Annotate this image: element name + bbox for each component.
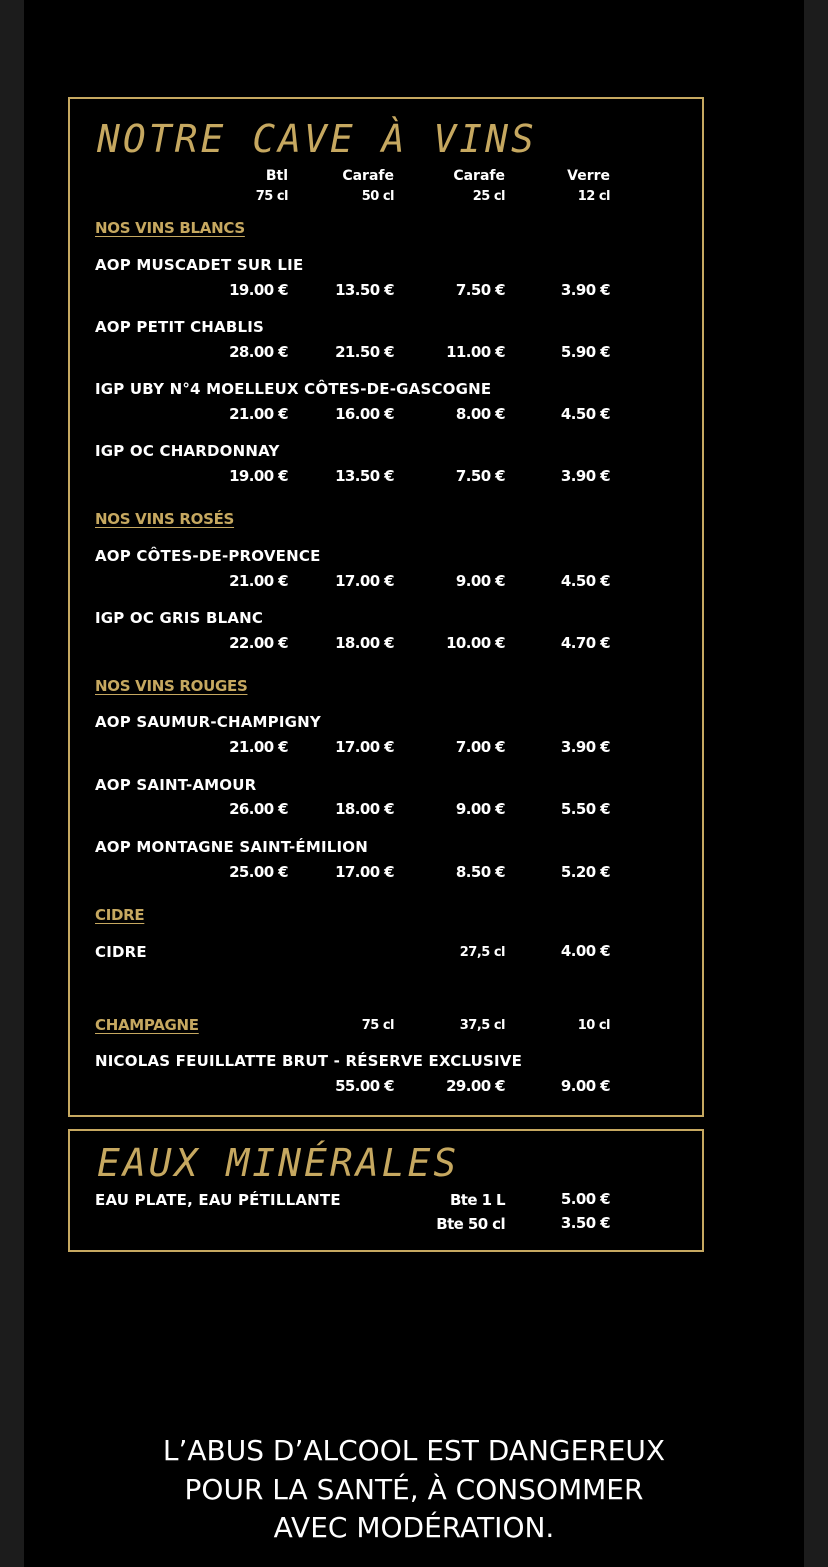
price-carafe-25: 10.00 €: [446, 634, 505, 652]
mineral-water-panel: [68, 1129, 704, 1252]
price-verre: 4.50 €: [560, 572, 610, 590]
price-verre: 5.90 €: [560, 343, 610, 361]
price-carafe-25: 8.50 €: [455, 863, 505, 881]
wine-name: IGP UBY N°4 MOELLEUX CÔTES-DE-GASCOGNE: [95, 380, 492, 398]
price-verre: 5.20 €: [560, 863, 610, 881]
price-carafe-50: 21.50 €: [335, 343, 394, 361]
wine-name: AOP SAUMUR-CHAMPIGNY: [95, 713, 321, 731]
champagne-size-75: 75 cl: [361, 1018, 394, 1033]
price-btl: 21.00 €: [229, 738, 288, 756]
wine-name: AOP MUSCADET SUR LIE: [95, 256, 304, 274]
column-size-verre: 12 cl: [577, 189, 610, 204]
champagne-name: NICOLAS FEUILLATTE BRUT - RÉSERVE EXCLUSIVE: [95, 1052, 523, 1070]
column-size-carafe-25: 25 cl: [472, 189, 505, 204]
champagne-price-75: 55.00 €: [335, 1077, 394, 1095]
section-title-champagne: CHAMPAGNE: [95, 1016, 199, 1034]
warning-line: L’ABUS D’ALCOOL EST DANGEREUX: [162, 1434, 666, 1467]
wine-name: AOP MONTAGNE SAINT-ÉMILION: [95, 838, 369, 856]
section-title-rouges: NOS VINS ROUGES: [95, 677, 248, 695]
price-carafe-25: 7.50 €: [455, 281, 505, 299]
price-carafe-50: 17.00 €: [335, 738, 394, 756]
section-title-roses: NOS VINS ROSÉS: [95, 510, 235, 528]
champagne-size-37-5: 37,5 cl: [459, 1018, 505, 1033]
warning-line: POUR LA SANTÉ, À CONSOMMER: [184, 1472, 644, 1506]
wine-name: IGP OC CHARDONNAY: [95, 442, 280, 460]
price-btl: 28.00 €: [229, 343, 288, 361]
price-carafe-50: 17.00 €: [335, 863, 394, 881]
column-header-carafe-50: Carafe: [342, 168, 394, 184]
wine-name: AOP CÔTES-DE-PROVENCE: [95, 547, 321, 565]
price-carafe-50: 13.50 €: [335, 467, 394, 485]
price-verre: 3.90 €: [560, 281, 610, 299]
price-verre: 3.90 €: [560, 738, 610, 756]
champagne-price-37-5: 29.00 €: [446, 1077, 505, 1095]
water-size-1l: Bte 1 L: [449, 1191, 505, 1209]
price-btl: 25.00 €: [229, 863, 288, 881]
price-carafe-25: 8.00 €: [455, 405, 505, 423]
price-carafe-25: 7.00 €: [455, 738, 505, 756]
wine-name: IGP OC GRIS BLANC: [95, 609, 264, 627]
column-header-verre: Verre: [567, 168, 610, 184]
column-header-carafe-25: Carafe: [453, 168, 505, 184]
section-title-blancs: NOS VINS BLANCS: [95, 219, 245, 237]
price-verre: 4.70 €: [560, 634, 610, 652]
section-title-cidre: CIDRE: [95, 906, 145, 924]
price-carafe-50: 13.50 €: [335, 281, 394, 299]
price-carafe-25: 7.50 €: [455, 467, 505, 485]
mineral-water-title: EAUX MINÉRALES: [97, 1141, 460, 1185]
price-carafe-50: 18.00 €: [335, 634, 394, 652]
water-price-50cl: 3.50 €: [560, 1214, 610, 1232]
price-verre: 4.50 €: [560, 405, 610, 423]
alcohol-warning: [24, 1432, 804, 1548]
price-carafe-25: 9.00 €: [455, 800, 505, 818]
price-carafe-25: 11.00 €: [446, 343, 505, 361]
wine-name: AOP SAINT-AMOUR: [95, 776, 257, 794]
price-btl: 21.00 €: [229, 405, 288, 423]
price-btl: 19.00 €: [229, 281, 288, 299]
price-btl: 21.00 €: [229, 572, 288, 590]
water-price-1l: 5.00 €: [560, 1190, 610, 1208]
column-size-carafe-50: 50 cl: [361, 189, 394, 204]
wine-name: AOP PETIT CHABLIS: [95, 318, 265, 336]
champagne-size-10: 10 cl: [577, 1018, 610, 1033]
price-carafe-50: 18.00 €: [335, 800, 394, 818]
price-btl: 22.00 €: [229, 634, 288, 652]
water-item-name: EAU PLATE, EAU PÉTILLANTE: [95, 1191, 341, 1209]
menu-page: [24, 0, 804, 1567]
column-size-btl: 75 cl: [255, 189, 288, 204]
price-carafe-50: 16.00 €: [335, 405, 394, 423]
price-carafe-25: 9.00 €: [455, 572, 505, 590]
cidre-price: 4.00 €: [560, 942, 610, 960]
cidre-size: 27,5 cl: [459, 945, 505, 960]
warning-line: AVEC MODÉRATION.: [273, 1511, 555, 1545]
price-verre: 3.90 €: [560, 467, 610, 485]
champagne-price-10: 9.00 €: [560, 1077, 610, 1095]
price-carafe-50: 17.00 €: [335, 572, 394, 590]
price-btl: 26.00 €: [229, 800, 288, 818]
column-header-btl: Btl: [265, 168, 288, 184]
wine-list-panel: [68, 97, 704, 1117]
cidre-name: CIDRE: [95, 943, 147, 961]
price-verre: 5.50 €: [560, 800, 610, 818]
water-size-50cl: Bte 50 cl: [436, 1215, 505, 1233]
price-btl: 19.00 €: [229, 467, 288, 485]
wine-list-title: NOTRE CAVE À VINS: [97, 117, 537, 161]
